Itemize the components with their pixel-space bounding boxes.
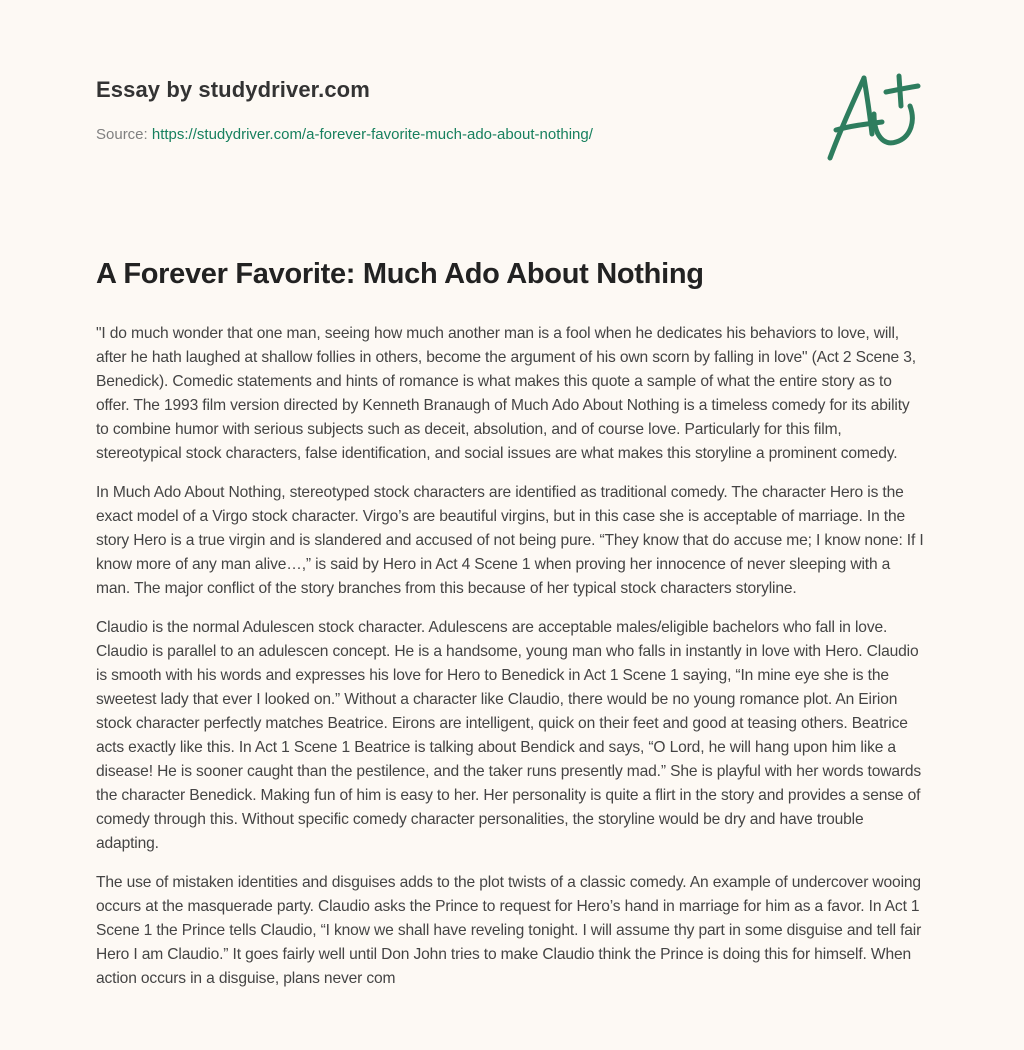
essay-paragraph: The use of mistaken identities and disguises adds to the plot twists of a classic comedy. An example of undercover wooing occurs at the masquerade party. Claudio asks the Prince to request for Hero’s hand in marriage for him as a favor. In Act 1 Scene 1 the Prince tells Claudio, “I know we shall have reveling tonight. I will assume thy part in some disguise and tell fair Hero I am Claudio.” It goes fairly well until Don John tries to make Claudio think the Prince is doing this for himself. When action occurs in a disguise, plans never com <box>96 874 922 987</box>
essay-paragraph: "I do much wonder that one man, seeing how much another man is a fool when he dedicates his behaviors to love, will, after he hath laughed at shallow follies in others, become the argument of his own scorn by falling in love" (Act 2 Scene 3, Benedick). Comedic statements and hints of romance is what makes this quote a sample of what the entire story as to offer. The 1993 film version directed by Kenneth Branaugh of Much Ado About Nothing is a timeless comedy for its ability to combine humor with serious subjects such as deceit, absolution, and of course love. Particularly for this film, stereotypical stock characters, false identification, and social issues are what makes this storyline a prominent comedy. <box>96 325 916 462</box>
source-line <box>96 124 796 146</box>
a-plus-grade-icon <box>822 66 932 166</box>
page-header <box>96 74 796 146</box>
essay-title: A Forever Favorite: Much Ado About Nothing <box>96 258 704 290</box>
essay-content <box>96 254 926 1006</box>
essay-paragraph: In Much Ado About Nothing, stereotyped stock characters are identified as traditional comedy. The character Hero is the exact model of a Virgo stock character. Virgo’s are beautiful virgins, but in this case she is acceptable of marriage. In the story Hero is a true virgin and is slandered and accused of not being pure. “They know that do accuse me; I know none: If I know more of any man alive…,” is said by Hero in Act 4 Scene 1 when proving her innocence of never sleeping with a man. The major conflict of the story branches from this because of her typical stock characters storyline. <box>96 484 924 597</box>
source-link[interactable]: https://studydriver.com/a-forever-favorite-much-ado-about-nothing/ <box>151 126 593 143</box>
source-label: Source: <box>96 126 152 143</box>
essay-paragraph: Claudio is the normal Adulescen stock character. Adulescens are acceptable males/eligible bachelors who fall in love. Claudio is parallel to an adulescen concept. He is a handsome, young man who falls in instantly in love with Hero. Claudio is smooth with his words and expresses his love for Hero to Benedick in Act 1 Scene 1 saying, “In mine eye she is the sweetest lady that ever I looked on.” Without a character like Claudio, there would be no young romance plot. An Eirion stock character perfectly matches Beatrice. Eirons are intelligent, quick on their feet and good at teasing others. Beatrice acts exactly like this. In Act 1 Scene 1 Beatrice is talking about Bendick and says, “O Lord, he will hang upon him like a disease! He is sooner caught than the pestilence, and the taker runs presently mad.” She is playful with her words towards the character Benedick. Making fun of him is easy to her. Her personality is quite a flirt in the story and provides a sense of comedy through this. Without specific comedy character personalities, the storyline would be dry and have trouble adapting. <box>96 619 922 852</box>
site-title: Essay by studydriver.com <box>96 77 370 102</box>
